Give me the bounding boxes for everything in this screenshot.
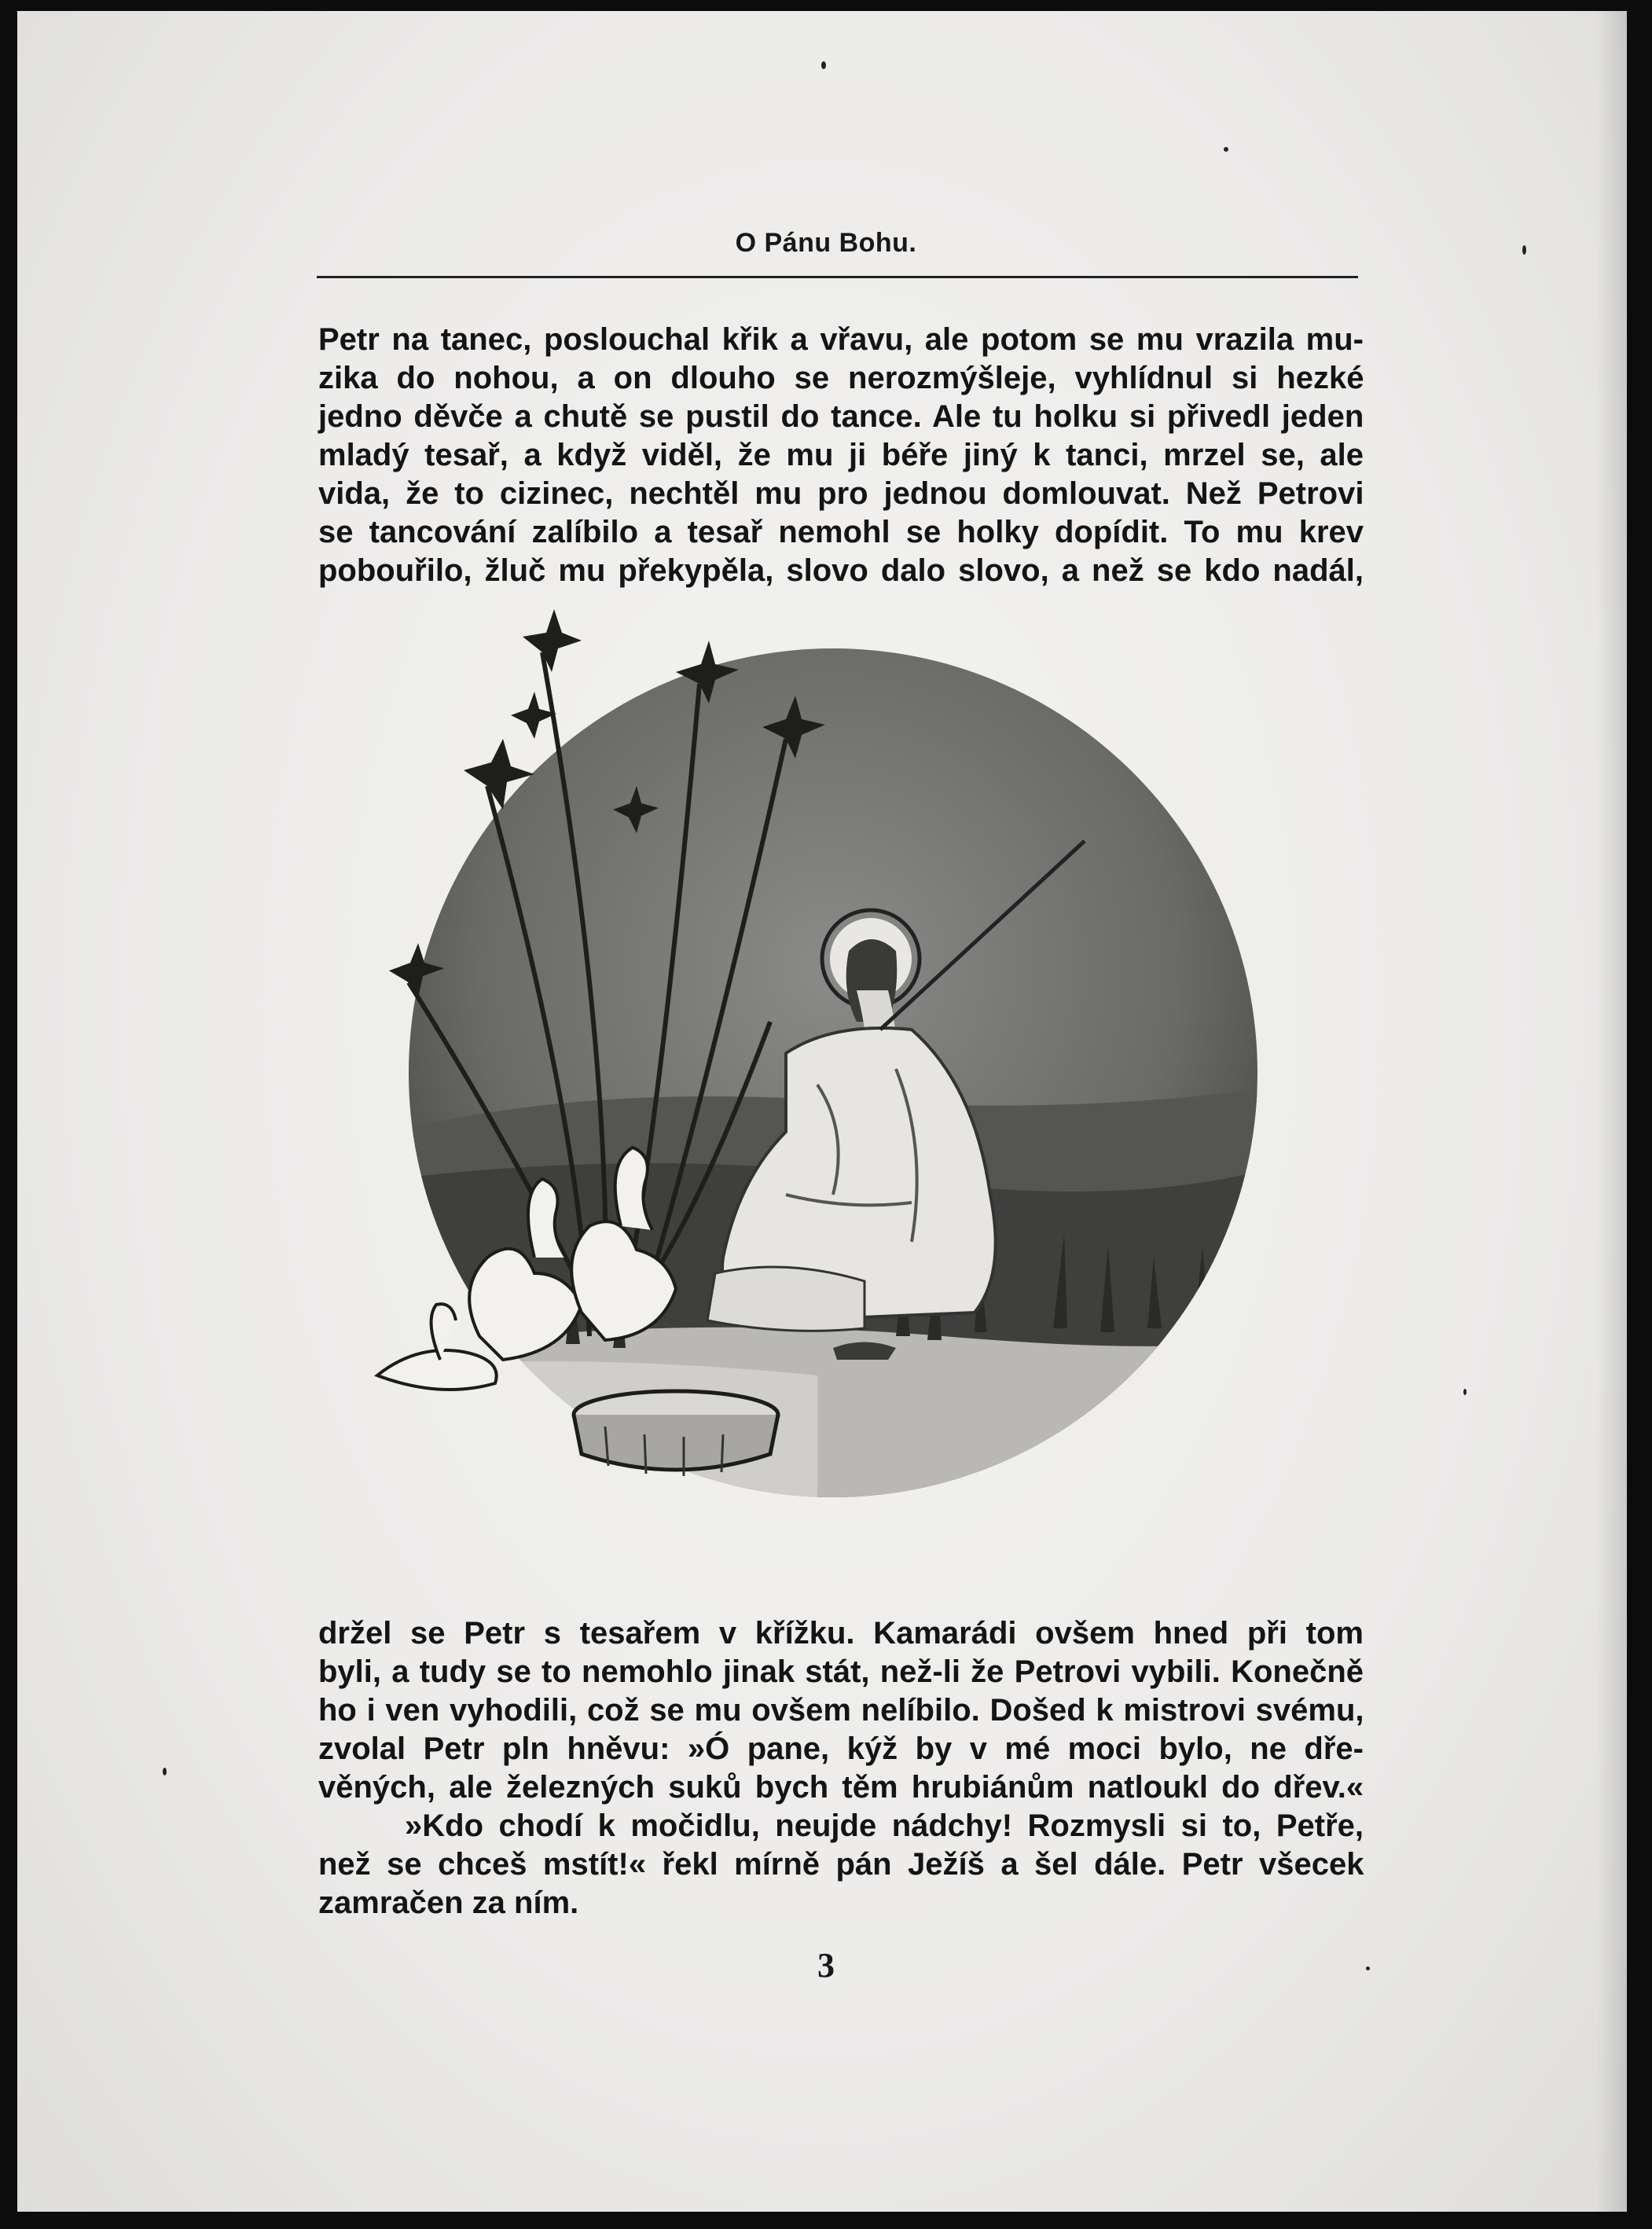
page-number: 3 (817, 1946, 835, 1985)
text-line: zvolal Petr pln hněvu: »Ó pane, kýž by v mé moci bylo, ne dře- (318, 1731, 1364, 1766)
text-line: pobouřilo, žluč mu překypěla, slovo dalo slovo, a než se kdo nadál, (318, 553, 1364, 588)
bottom-paragraph (318, 1614, 1364, 1922)
text-line: ho i ven vyhodili, což se mu ovšem nelíbilo. Došed k mistrovi svému, (318, 1693, 1364, 1728)
text-line: se tancování zalíbilo a tesař nemohl se holky dopídit. To mu krev (318, 515, 1364, 549)
dust-speck (1366, 1966, 1370, 1970)
text-line: jedno děvče a chutě se pustil do tance. Ale tu holku si přivedl jeden (318, 399, 1364, 434)
header-rule (317, 276, 1358, 278)
text-line: Petr na tanec, poslouchal křik a vřavu, ale potom se mu vrazila mu- (318, 322, 1364, 357)
dust-speck (1522, 245, 1526, 255)
text-line: než se chceš mstít!« řekl mírně pán Ježíš a šel dále. Petr všecek (318, 1847, 1364, 1882)
text-line: mladý tesař, a když viděl, že mu ji béře jiný k tanci, mrzel se, ale (318, 438, 1364, 472)
dust-speck (163, 1768, 167, 1775)
text-line: zika do nohou, a on dlouho se nerozmýšleje, vyhlídnul si hezké (318, 361, 1364, 395)
top-paragraph (318, 321, 1364, 590)
text-line: zamračen za ním. (318, 1886, 579, 1920)
running-head: O Pánu Bohu. (735, 228, 917, 258)
dust-speck (1224, 147, 1228, 152)
dust-speck (1463, 1389, 1467, 1395)
dust-speck (821, 61, 826, 69)
text-line: »Kdo chodí k močidlu, neujde nádchy! Rozmysli si to, Petře, (405, 1809, 1364, 1843)
page-edge-shadow (1595, 11, 1627, 2212)
text-line: vida, že to cizinec, nechtěl mu pro jednou domlouvat. Než Petrovi (318, 476, 1364, 511)
saint-peter-with-geese-illustration (346, 582, 1312, 1548)
text-line: držel se Petr s tesařem v křížku. Kamarádi ovšem hned při tom (318, 1616, 1364, 1651)
text-line: byli, a tudy se to nemohlo jinak stát, než-li že Petrovi vybili. Konečně (318, 1654, 1364, 1689)
text-line: věných, ale železných suků bych těm hrubiánům natloukl do dřev.« (318, 1770, 1364, 1805)
